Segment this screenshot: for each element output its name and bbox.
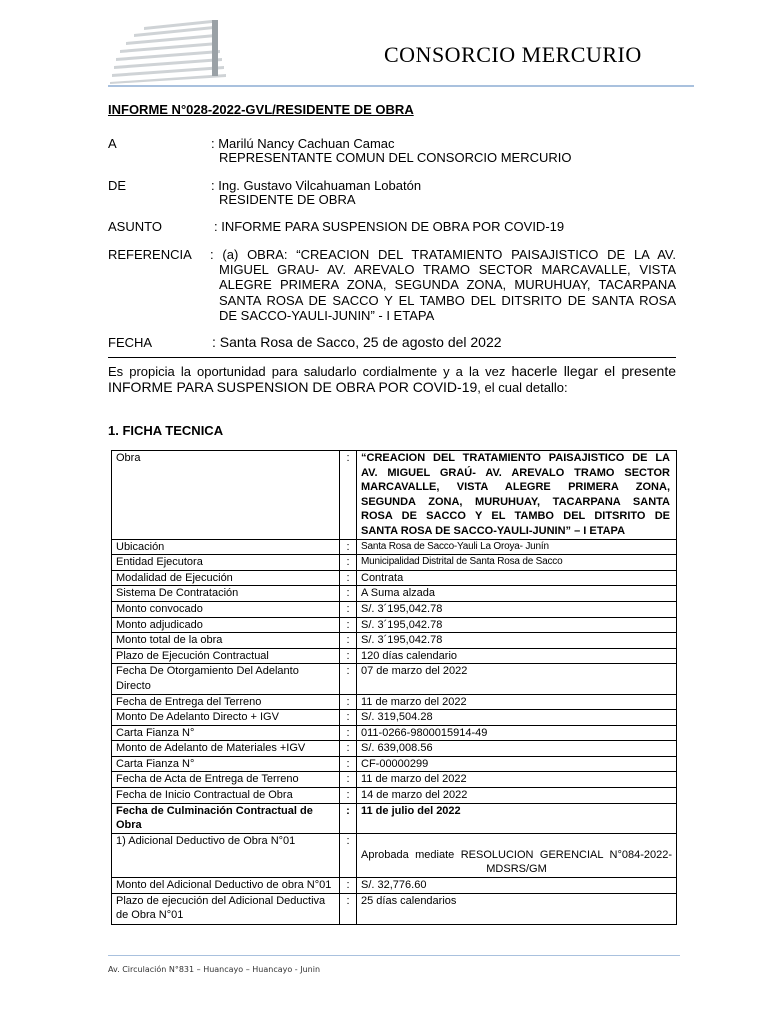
de-value-name: : Ing. Gustavo Vilcahuaman Lobatón (211, 178, 422, 193)
obra-line-6: SANTA ROSA DE SACCO-YAULI-JUNIN” – I ETAPA (361, 524, 626, 537)
row-label: Modalidad de Ejecución (112, 570, 340, 586)
row-label: Monto del Adicional Deductivo de obra N°01 (112, 878, 340, 894)
row-label: Fecha De Otorgamiento Del Adelanto Directo (112, 664, 340, 694)
row-label: Monto De Adelanto Directo + IGV (112, 710, 340, 726)
table-row (112, 648, 677, 664)
row-value: A Suma alzada (357, 586, 677, 602)
referencia-line-3: ALEGRE PRIMERA ZONA, SEGUNDA ZONA, MURUHUAY, TACARPANA (219, 277, 676, 293)
table-row (112, 788, 677, 804)
header-divider (108, 85, 694, 87)
table-row (112, 710, 677, 726)
table-row (112, 772, 677, 788)
row-value: CF-00000299 (357, 756, 677, 772)
row-colon: : (340, 725, 357, 741)
row-value: 11 de marzo del 2022 (357, 694, 677, 710)
table-row (112, 741, 677, 757)
intro-part-1: Es propicia la oportunidad para saludarlo cordialmente y a la vez (108, 364, 512, 379)
row-colon: : (340, 601, 357, 617)
row-value: S/. 3´195,042.78 (357, 601, 677, 617)
row-label: Fecha de Acta de Entrega de Terreno (112, 772, 340, 788)
row-value: Municipalidad Distrital de Santa Rosa de Sacco (357, 555, 677, 571)
row-value: 011-0266-9800015914-49 (357, 725, 677, 741)
footer-address: Av. Circulación N°831 – Huancayo – Huancayo - Junin (108, 965, 321, 974)
table-row (112, 586, 677, 602)
a-value-role: REPRESENTANTE COMUN DEL CONSORCIO MERCURIO (219, 150, 572, 165)
table-row (112, 725, 677, 741)
table-row (112, 555, 677, 571)
obra-line-5: ROSA DE SACCO Y EL TAMBO DEL DITSRITO DE (361, 510, 670, 523)
section-divider (108, 357, 676, 358)
row-colon: : (340, 664, 357, 694)
a-label: A (108, 136, 117, 151)
company-name: CONSORCIO MERCURIO (384, 42, 642, 67)
intro-part-3: INFORME PARA SUSPENSION DE OBRA POR COVID-19 (108, 378, 478, 395)
row-colon: : (340, 788, 357, 804)
row-colon: : (340, 451, 357, 540)
row-colon: : (340, 803, 357, 833)
row-colon: : (340, 833, 357, 877)
de-label: DE (108, 178, 127, 193)
table-row (112, 539, 677, 555)
row-colon: : (340, 756, 357, 772)
row-value: 25 días calendarios (357, 893, 677, 924)
row-colon: : (340, 586, 357, 602)
referencia-line-5: DE SACCO-YAULI-JUNIN” - I ETAPA (219, 307, 435, 323)
obra-line-1: “CREACION DEL TRATAMIENTO PAISAJISTICO DE LA (361, 452, 670, 464)
row-value: Aprobada mediate RESOLUCION GERENCIAL N°084-2022-MDSRS/GM (357, 833, 677, 877)
intro-part-4: , el cual detallo: (477, 379, 568, 395)
row-value: 07 de marzo del 2022 (357, 664, 677, 694)
row-label: Monto convocado (112, 601, 340, 617)
row-value: Santa Rosa de Sacco-Yauli La Oroya- Junín (357, 539, 677, 555)
table-row (112, 570, 677, 586)
row-colon: : (340, 772, 357, 788)
section-title: 1. FICHA TECNICA (108, 423, 224, 438)
referencia-line-2: MIGUEL GRAU- AV. AREVALO TRAMO SECTOR MARCAVALLE, VISTA (219, 262, 676, 277)
referencia-line-4: SANTA ROSA DE SACCO Y EL TAMBO DEL DITSRITO DE SANTA ROSA (219, 292, 676, 308)
row-value: S/. 3´195,042.78 (357, 617, 677, 633)
row-label: Sistema De Contratación (112, 586, 340, 602)
row-label: Carta Fianza N° (112, 756, 340, 772)
row-label: Monto total de la obra (112, 633, 340, 649)
table-row (112, 694, 677, 710)
referencia-label: REFERENCIA (108, 247, 192, 262)
a-value-name: : Marilú Nancy Cachuan Camac (211, 136, 395, 151)
row-colon: : (340, 893, 357, 924)
report-number: INFORME N°028-2022-GVL/RESIDENTE DE OBRA (108, 102, 414, 117)
row-label: Fecha de Culminación Contractual de Obra (112, 803, 340, 833)
row-label: Plazo de Ejecución Contractual (112, 648, 340, 664)
row-colon: : (340, 539, 357, 555)
row-colon: : (340, 555, 357, 571)
obra-line-2: AV. MIGUEL GRAÚ- AV. AREVALO TRAMO SECTOR (361, 466, 670, 479)
table-row (112, 833, 677, 877)
asunto-value: : INFORME PARA SUSPENSION DE OBRA POR COVID-19 (214, 219, 565, 234)
row-label: Plazo de ejecución del Adicional Deductiva de Obra N°01 (112, 893, 340, 924)
obra-value (357, 451, 677, 540)
row-colon: : (340, 570, 357, 586)
intro-part-2: hacerle llegar el presente (511, 363, 676, 379)
row-value: Contrata (357, 570, 677, 586)
row-colon: : (340, 710, 357, 726)
row-label: 1) Adicional Deductivo de Obra N°01 (112, 833, 340, 877)
row-value: S/. 32,776.60 (357, 878, 677, 894)
row-value: S/. 319,504.28 (357, 710, 677, 726)
row-label: Entidad Ejecutora (112, 555, 340, 571)
obra-line-4: SEGUNDA ZONA, MURUHUAY, TACARPANA SANTA (361, 495, 670, 508)
row-label: Monto de Adelanto de Materiales +IGV (112, 741, 340, 757)
row-value: 11 de julio del 2022 (357, 803, 677, 833)
de-value-role: RESIDENTE DE OBRA (219, 192, 356, 207)
table-row (112, 803, 677, 833)
row-value: S/. 3´195,042.78 (357, 633, 677, 649)
row-label: Fecha de Inicio Contractual de Obra (112, 788, 340, 804)
footer-divider (108, 955, 680, 956)
table-row (112, 756, 677, 772)
fecha-value: : Santa Rosa de Sacco, 25 de agosto del 2022 (212, 334, 502, 350)
table-row (112, 893, 677, 924)
row-colon: : (340, 617, 357, 633)
fecha-label: FECHA (108, 335, 153, 350)
row-colon: : (340, 878, 357, 894)
row-label: Carta Fianza N° (112, 725, 340, 741)
intro-paragraph (108, 364, 676, 395)
row-value: 120 días calendario (357, 648, 677, 664)
table-row (112, 664, 677, 694)
table-row (112, 878, 677, 894)
row-colon: : (340, 694, 357, 710)
row-label: Monto adjudicado (112, 617, 340, 633)
row-label: Fecha de Entrega del Terreno (112, 694, 340, 710)
obra-line-3: MARCAVALLE, VISTA ALEGRE PRIMERA ZONA, (361, 481, 670, 494)
table-row (112, 633, 677, 649)
table-row-obra (112, 451, 677, 540)
referencia-line-1: : (a) OBRA: “CREACION DEL TRATAMIENTO PAISAJISTICO DE LA AV. (210, 247, 676, 262)
row-value: 14 de marzo del 2022 (357, 788, 677, 804)
building-stripes-logo (108, 20, 228, 84)
row-label: Obra (112, 451, 340, 540)
table-row (112, 617, 677, 633)
ficha-tecnica-table (111, 450, 677, 925)
row-value: S/. 639,008.56 (357, 741, 677, 757)
referencia-text (219, 262, 676, 323)
table-row (112, 601, 677, 617)
row-value: 11 de marzo del 2022 (357, 772, 677, 788)
asunto-label: ASUNTO (108, 219, 162, 234)
row-colon: : (340, 648, 357, 664)
row-colon: : (340, 741, 357, 757)
row-label: Ubicación (112, 539, 340, 555)
row-colon: : (340, 633, 357, 649)
